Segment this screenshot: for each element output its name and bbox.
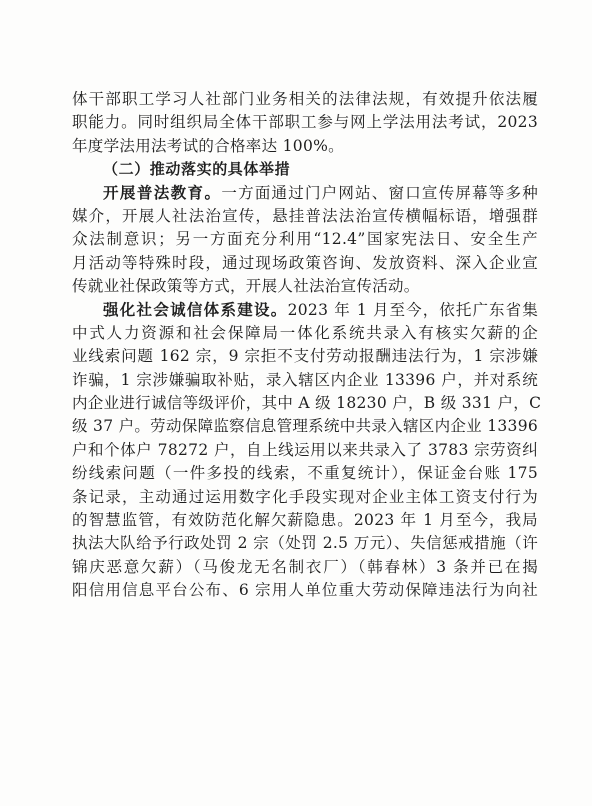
text-line: 户和个体户 78272 户，自上线运用以来共录入了 3783 宗劳资纠 xyxy=(72,440,538,459)
text-line: 月活动等特殊时段，通过现场政策咨询、发放资料、深入企业宣 xyxy=(72,253,538,272)
text-line: 职能力。同时组织局全体干部职工参与网上学法用法考试，2023 xyxy=(72,113,538,132)
text-span: 2023 年 1 月至今，依托广东省集 xyxy=(287,300,538,319)
text-line: 业线索问题 162 宗，9 宗拒不支付劳动报酬违法行为，1 宗涉嫌 xyxy=(72,347,538,366)
paragraph-legal-education xyxy=(72,182,538,299)
paragraph-credit-system xyxy=(72,299,542,603)
paragraph-lead: 开展普法教育。 xyxy=(103,183,222,202)
text-line: 传就业社保政策等方式，开展人社法治宣传活动。 xyxy=(72,277,420,296)
paragraph-lead: 强化社会诚信体系建设。 xyxy=(103,300,288,319)
text-line: 中式人力资源和社会保障局一体化系统共录入有核实欠薪的企 xyxy=(72,323,538,342)
text-line: 年度学法用法考试的合格率达 100%。 xyxy=(72,136,344,155)
text-line: 诈骗，1 宗涉嫌骗取补贴，录入辖区内企业 13396 户，并对系统 xyxy=(72,370,538,389)
document-body xyxy=(72,88,542,603)
text-line: 锦庆恶意欠薪）（马俊龙无名制衣厂）（韩春林）3 条并已在揭 xyxy=(72,557,538,576)
section-heading: （二）推动落实的具体举措 xyxy=(103,160,291,179)
text-line: 阳信用信息平台公布、6 宗用人单位重大劳动保障违法行为向社 xyxy=(72,581,538,600)
text-line: 媒介，开展人社法治宣传，悬挂普法法治宣传横幅标语，增强群 xyxy=(72,206,538,225)
text-span: 一方面通过门户网站、窗口宣传屏幕等多种 xyxy=(221,183,538,202)
text-line: 执法大队给予行政处罚 2 宗（处罚 2.5 万元）、失信惩戒措施（许 xyxy=(72,534,538,553)
text-line: 纷线索问题（一件多投的线索，不重复统计），保证金台账 175 xyxy=(72,464,538,483)
text-line: 众法制意识；另一方面充分利用“12.4”国家宪法日、安全生产 xyxy=(72,230,538,249)
text-line xyxy=(72,299,538,322)
text-line: 体干部职工学习人社部门业务相关的法律法规，有效提升依法履 xyxy=(72,90,538,108)
text-line: 级 37 户。劳动保障监察信息管理系统中共录入辖区内企业 13396 xyxy=(72,417,539,436)
paragraph-legal-training xyxy=(72,88,538,158)
text-line: 条记录，主动通过运用数字化手段实现对企业主体工资支付行为 xyxy=(72,487,538,506)
text-line: 的智慧监管，有效防范化解欠薪隐患。2023 年 1 月至今，我局 xyxy=(72,511,538,530)
text-line xyxy=(72,182,538,205)
text-line: 内企业进行诚信等级评价，其中 A 级 18230 户，B 级 331 户，C xyxy=(72,394,542,413)
